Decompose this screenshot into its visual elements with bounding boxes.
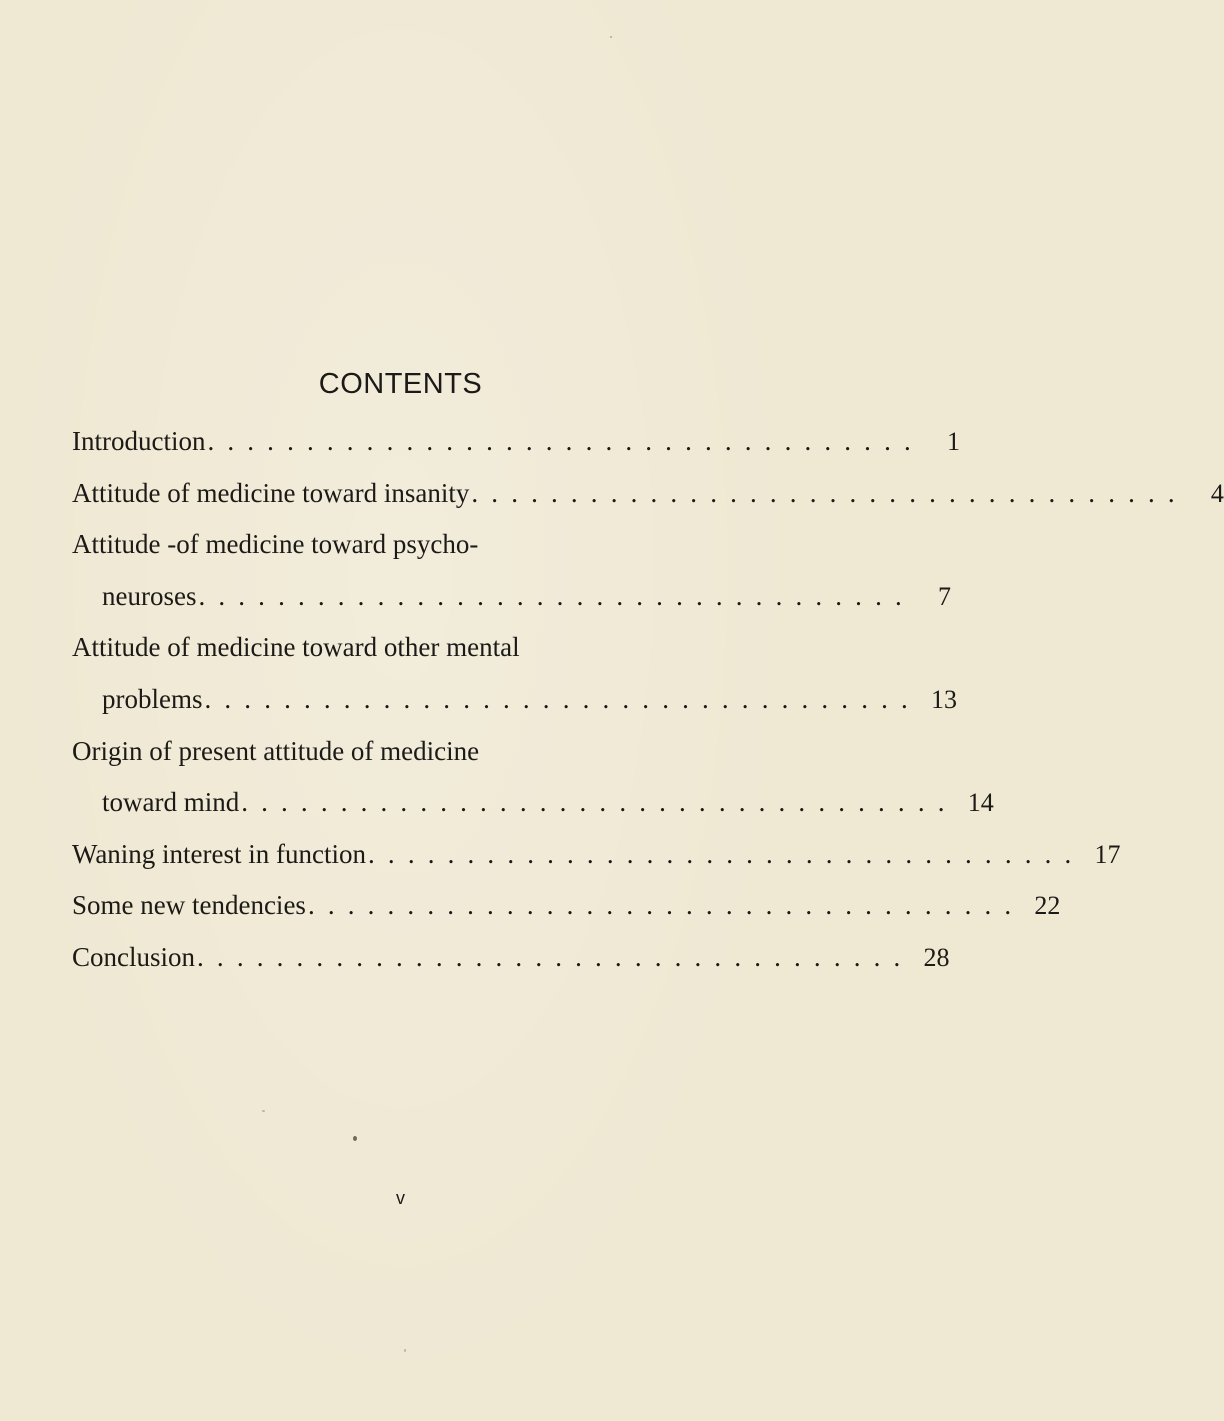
page-title: CONTENTS xyxy=(318,368,483,400)
toc-entry-title-continued: toward mind xyxy=(102,787,240,818)
dot-leader: . . . . . . . . . . . . . . . . . . . . . . . . . . . . . . . . . . . . xyxy=(198,580,905,611)
toc-page-number: 14 xyxy=(967,788,994,818)
toc-page-number: 7 xyxy=(937,581,951,611)
dot-leader: . . . . . . . . . . . . . . . . . . . . . . . . . . . . . . . . . . . . xyxy=(307,890,1015,921)
toc-entry-title: Introduction xyxy=(72,426,206,456)
dot-leader: . . . . . . . . . . . . . . . . . . . . . . . . . . . . . . . . . . . . xyxy=(204,683,911,714)
dot-leader: . . . . . . . . . . . . . . . . . . . . . . . . . . . . . . . . . . . . xyxy=(197,941,904,972)
toc-entry-title: Some new tendencies xyxy=(72,890,306,921)
toc-page-number: 17 xyxy=(1094,839,1121,869)
toc-page-number: 4 xyxy=(1210,478,1224,508)
table-of-contents xyxy=(72,416,1224,984)
dot-leader: . . . . . . . . . . . . . . . . . . . . . . . . . . . . . . . . . . . . xyxy=(368,838,1075,869)
toc-entry xyxy=(72,416,960,468)
toc-entry xyxy=(72,932,950,984)
toc-page-number: 28 xyxy=(923,942,950,972)
toc-entry xyxy=(72,726,994,829)
toc-entry xyxy=(72,622,957,725)
toc-entry-title: Attitude of medicine toward other mental xyxy=(72,632,520,663)
toc-entry-title: Waning interest in function xyxy=(72,838,367,869)
toc-entry xyxy=(72,519,951,622)
toc-entry-title: Attitude -of medicine toward psycho- xyxy=(72,529,479,560)
toc-page-number: 13 xyxy=(930,684,957,714)
toc-entry xyxy=(72,880,1061,932)
toc-entry-title: Origin of present attitude of medicine xyxy=(72,735,480,766)
page-folio: v xyxy=(396,1188,405,1208)
toc-entry-title: Attitude of medicine toward insanity xyxy=(72,477,470,508)
paper-speck xyxy=(353,1136,357,1141)
paper-speck xyxy=(404,1349,406,1352)
dot-leader: . . . . . . . . . . . . . . . . . . . . . . . . . . . . . . . . . . . . xyxy=(241,787,948,818)
toc-page-number: 22 xyxy=(1034,891,1061,921)
toc-entry-title: Conclusion xyxy=(72,941,196,972)
paper-speck xyxy=(262,1110,265,1112)
toc-entry xyxy=(72,468,1224,520)
toc-entry xyxy=(72,829,1121,881)
paper-speck xyxy=(610,36,612,38)
toc-page-number: 1 xyxy=(946,427,960,456)
dot-leader: . . . . . . . . . . . . . . . . . . . . . . . . . . . . . . . . . . . . xyxy=(471,477,1178,508)
toc-entry-title-continued: neuroses xyxy=(102,580,197,611)
toc-entry-title-continued: problems xyxy=(102,683,203,714)
dot-leader: . . . . . . . . . . . . . . . . . . . . . . . . . . . . . . . . . . . . xyxy=(207,426,914,456)
